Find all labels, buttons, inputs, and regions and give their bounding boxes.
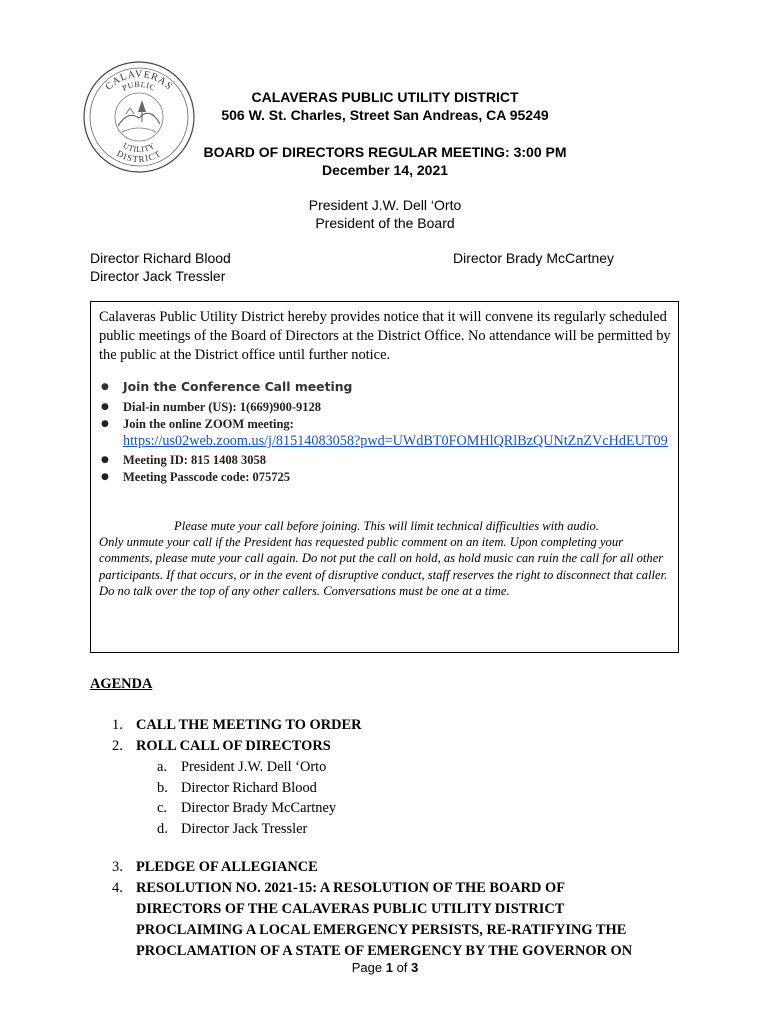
president-role: President of the Board [315, 215, 455, 231]
of-word: of [396, 960, 408, 975]
passcode-item: ● Meeting Passcode code: 075725 [99, 469, 674, 486]
roll-call-president: President J.W. Dell ‘Orto [181, 759, 327, 775]
mute-rest: Only unmute your call if the President has requested public comment on an item. Upon completing your comments, please mute your call again. Do not put the call on hold, as hold music can ruin the call for all other participants. If that occurs, or in the event of disruptive conduct, staff reserves the right to disconnect that caller. Do no talk over the top of any other callers. Conversations must be one at a time. [99, 535, 668, 598]
director-left-2: Director Jack Tressler [90, 268, 226, 284]
director-right: Director Brady McCartney [453, 250, 615, 266]
zoom-join-label: Join the online ZOOM meeting: [123, 417, 294, 431]
roll-call-tressler: Director Jack Tressler [181, 821, 308, 837]
org-name: CALAVERAS PUBLIC UTILITY DISTRICT [251, 89, 519, 105]
conference-call-item: ● Join the Conference Call meeting [99, 378, 674, 396]
page-total: 3 [411, 960, 419, 975]
meeting-title: BOARD OF DIRECTORS REGULAR MEETING: 3:00 PM [203, 144, 567, 160]
roll-call-letter: b. [157, 780, 168, 796]
roll-call-letter: a. [157, 759, 167, 775]
logo-ring-bottom2: DISTRICT [115, 148, 163, 165]
agenda-item-number: 1. [112, 717, 123, 733]
call-info-list [99, 378, 674, 486]
roll-call-letter: d. [157, 821, 168, 837]
president-name: President J.W. Dell ‘Orto [308, 197, 462, 213]
agenda-item-number: 2. [112, 738, 123, 754]
logo-ring-top: CALAVERAS [103, 68, 175, 93]
zoom-join-item [99, 416, 674, 450]
meeting-id-item: ● Meeting ID: 815 1408 3058 [99, 452, 674, 469]
zoom-meeting-link[interactable]: https://us02web.zoom.us/j/81514083058?pwd=UWdBT0FOMHlQRlBzQUNtZnZVcHdEUT09 [123, 433, 668, 449]
director-left-1: Director Richard Blood [90, 250, 231, 266]
resolution-line-1: RESOLUTION NO. 2021-15: A RESOLUTION OF THE BOARD OF [136, 880, 565, 896]
resolution-line-2: DIRECTORS OF THE CALAVERAS PUBLIC UTILITY DISTRICT [136, 901, 565, 917]
agenda-item-number: 3. [112, 859, 123, 875]
org-address: 506 W. St. Charles, Street San Andreas, CA 95249 [221, 107, 549, 123]
resolution-line-4: PROCLAMATION OF A STATE OF EMERGENCY BY THE GOVERNOR ON [136, 943, 633, 959]
resolution-line-3: PROCLAIMING A LOCAL EMERGENCY PERSISTS, RE-RATIFYING THE [136, 922, 627, 938]
agenda-item-roll-call: ROLL CALL OF DIRECTORS [136, 738, 331, 754]
logo-ring-top2: PUBLIC [120, 79, 157, 93]
roll-call-blood: Director Richard Blood [181, 780, 317, 796]
logo-ring-bottom: UTILITY [121, 140, 157, 154]
page-number: 1 [385, 960, 393, 975]
roll-call-mccartney: Director Brady McCartney [181, 800, 337, 816]
agenda-heading: AGENDA [90, 676, 153, 692]
notice-text: Calaveras Public Utility District hereby provides notice that it will convene its regularly scheduled public meetings of the Board of Directors at the District Office. No attendance will be permitted by the public at the District office until further notice. [99, 309, 671, 363]
page-footer [0, 960, 770, 975]
meeting-date: December 14, 2021 [321, 162, 449, 178]
agenda-item-number: 4. [112, 880, 123, 896]
roll-call-letter: c. [157, 800, 167, 816]
dial-in-item: ● Dial-in number (US): 1(669)900-9128 [99, 399, 674, 416]
agenda-item-call-to-order: CALL THE MEETING TO ORDER [136, 717, 362, 733]
agenda-item-pledge: PLEDGE OF ALLEGIANCE [136, 859, 318, 875]
mute-instructions [99, 518, 674, 599]
mute-first-line: Please mute your call before joining. This will limit technical difficulties with audio. [174, 519, 599, 533]
notice-box [90, 301, 679, 653]
page-word: Page [351, 960, 383, 975]
